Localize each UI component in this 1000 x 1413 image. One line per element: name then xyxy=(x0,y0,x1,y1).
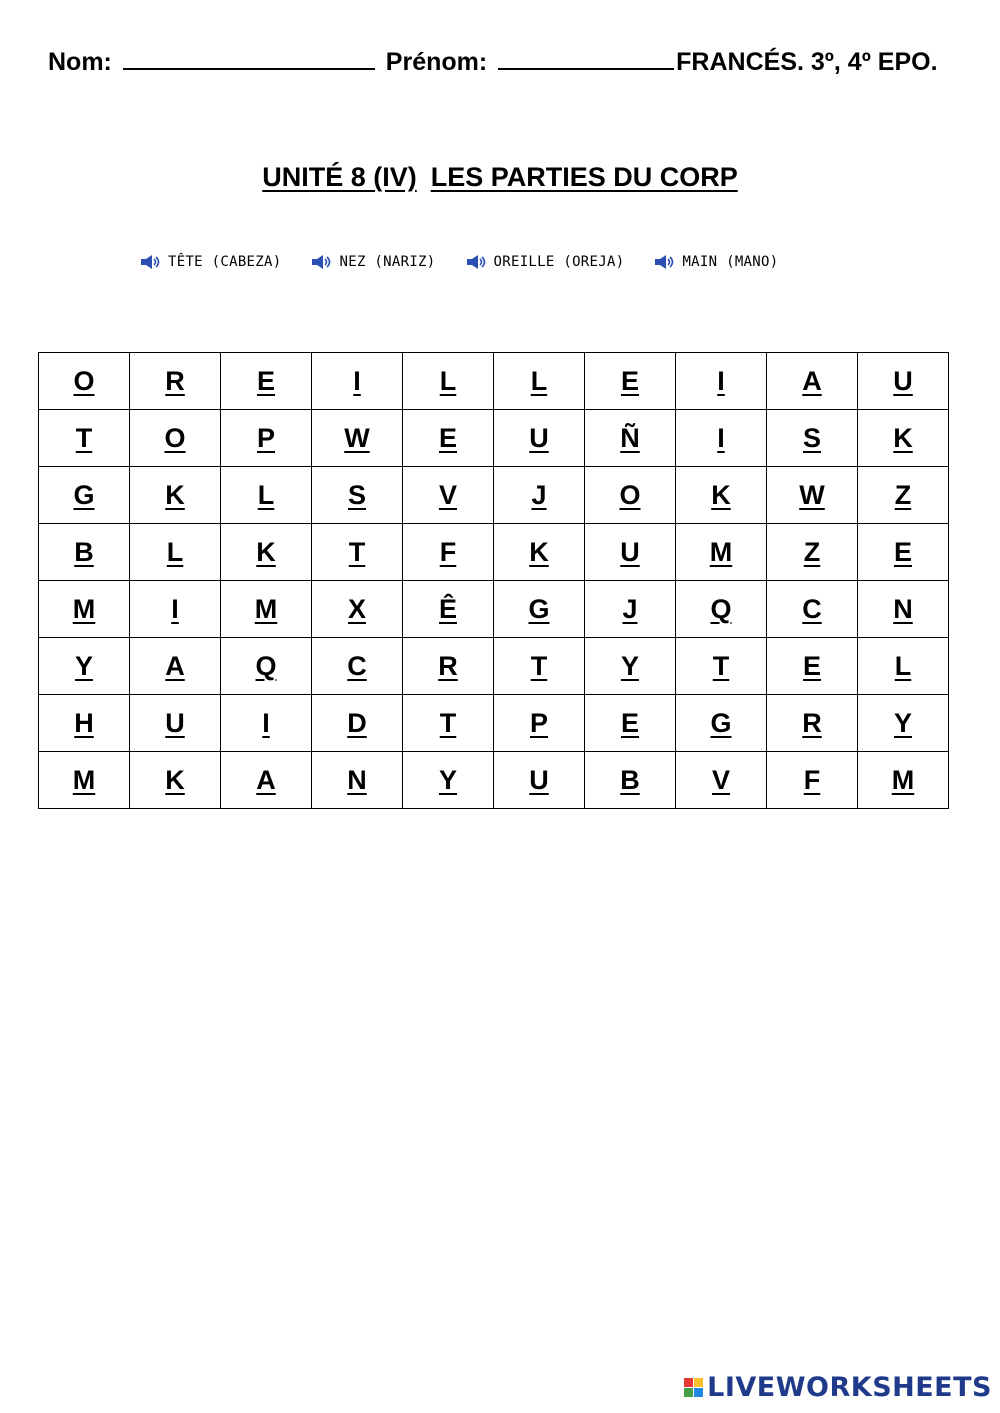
grid-cell[interactable] xyxy=(39,353,130,410)
grid-cell[interactable] xyxy=(130,581,221,638)
grid-cell[interactable] xyxy=(403,410,494,467)
grid-cell[interactable] xyxy=(585,524,676,581)
grid-letter: L xyxy=(439,365,457,396)
grid-letter: G xyxy=(528,593,550,624)
grid-letter: U xyxy=(529,764,549,795)
grid-letter: I xyxy=(717,422,725,453)
grid-letter: U xyxy=(165,707,185,738)
speaker-icon[interactable] xyxy=(466,254,488,270)
course-label: FRANCÉS. 3º, 4º EPO xyxy=(676,48,931,76)
grid-letter: Q xyxy=(710,593,732,624)
header-line xyxy=(48,48,958,77)
grid-cell[interactable] xyxy=(585,353,676,410)
grid-letter: M xyxy=(709,536,733,567)
grid-letter: K xyxy=(893,422,913,453)
grid-cell[interactable] xyxy=(494,524,585,581)
vocab-word: OREILLE (OREJA) xyxy=(493,254,625,270)
grid-letter: U xyxy=(529,422,549,453)
grid-letter: Y xyxy=(620,650,639,681)
grid-letter: Y xyxy=(438,764,457,795)
grid-cell[interactable] xyxy=(767,410,858,467)
course-period: . xyxy=(930,48,938,76)
grid-letter: F xyxy=(439,536,457,567)
grid-letter: R xyxy=(165,365,185,396)
liveworksheets-logo-icon xyxy=(684,1378,703,1397)
grid-letter: K xyxy=(529,536,549,567)
grid-cell[interactable] xyxy=(130,638,221,695)
grid-cell[interactable] xyxy=(403,524,494,581)
speaker-icon[interactable] xyxy=(654,254,676,270)
grid-cell[interactable] xyxy=(858,752,949,809)
grid-letter: L xyxy=(894,650,912,681)
prenom-label: Prénom: xyxy=(385,48,488,76)
grid-cell[interactable] xyxy=(585,752,676,809)
grid-letter: C xyxy=(802,593,822,624)
grid-cell[interactable] xyxy=(403,752,494,809)
grid-letter: N xyxy=(893,593,913,624)
grid-letter: G xyxy=(710,707,732,738)
grid-letter: T xyxy=(439,707,457,738)
grid-letter: V xyxy=(711,764,730,795)
grid-letter: T xyxy=(75,422,93,453)
grid-cell[interactable] xyxy=(494,410,585,467)
grid-cell[interactable] xyxy=(585,467,676,524)
grid-letter: X xyxy=(347,593,366,624)
grid-cell[interactable] xyxy=(130,752,221,809)
grid-cell[interactable] xyxy=(858,524,949,581)
grid-letter: A xyxy=(802,365,822,396)
vocab-word: NEZ (NARIZ) xyxy=(339,254,436,270)
grid-letter: M xyxy=(254,593,278,624)
grid-cell[interactable] xyxy=(585,410,676,467)
grid-letter: I xyxy=(262,707,270,738)
grid-cell[interactable] xyxy=(676,752,767,809)
grid-letter: A xyxy=(165,650,185,681)
grid-cell[interactable] xyxy=(221,695,312,752)
grid-cell[interactable] xyxy=(221,467,312,524)
speaker-icon[interactable] xyxy=(140,254,162,270)
grid-letter: U xyxy=(620,536,640,567)
grid-cell[interactable] xyxy=(130,410,221,467)
grid-letter: R xyxy=(438,650,458,681)
grid-letter: M xyxy=(891,764,915,795)
page-title xyxy=(0,162,1000,193)
grid-cell[interactable] xyxy=(767,467,858,524)
grid-letter: R xyxy=(802,707,822,738)
grid-cell[interactable] xyxy=(676,467,767,524)
grid-letter: E xyxy=(620,707,639,738)
grid-letter: O xyxy=(73,365,95,396)
grid-letter: O xyxy=(164,422,186,453)
grid-letter: K xyxy=(165,479,185,510)
grid-cell[interactable] xyxy=(130,524,221,581)
grid-letter: Y xyxy=(74,650,93,681)
grid-cell[interactable] xyxy=(312,353,403,410)
grid-cell[interactable] xyxy=(312,524,403,581)
grid-cell[interactable] xyxy=(767,752,858,809)
grid-cell[interactable] xyxy=(676,581,767,638)
grid-letter: Z xyxy=(803,536,821,567)
grid-cell[interactable] xyxy=(130,353,221,410)
grid-letter: Q xyxy=(255,650,277,681)
grid-cell[interactable] xyxy=(403,638,494,695)
grid-cell[interactable] xyxy=(130,695,221,752)
grid-letter: A xyxy=(256,764,276,795)
grid-cell[interactable] xyxy=(221,638,312,695)
grid-letter: W xyxy=(799,479,825,510)
word-search-grid xyxy=(38,352,949,809)
grid-cell[interactable] xyxy=(403,467,494,524)
grid-letter: H xyxy=(74,707,94,738)
grid-row xyxy=(39,524,949,581)
grid-row xyxy=(39,410,949,467)
vocab-word: MAIN (MANO) xyxy=(682,254,779,270)
nom-field[interactable] xyxy=(123,48,375,70)
grid-letter: Y xyxy=(893,707,912,738)
grid-letter: T xyxy=(348,536,366,567)
grid-cell[interactable] xyxy=(767,524,858,581)
grid-letter: W xyxy=(344,422,370,453)
grid-cell[interactable] xyxy=(403,353,494,410)
vocab-item[interactable] xyxy=(140,254,281,270)
grid-letter: E xyxy=(256,365,275,396)
grid-cell[interactable] xyxy=(858,467,949,524)
topic-title: LES PARTIES DU CORP xyxy=(430,162,738,192)
grid-cell[interactable] xyxy=(39,410,130,467)
grid-letter: G xyxy=(73,479,95,510)
grid-letter: E xyxy=(893,536,912,567)
grid-cell[interactable] xyxy=(494,581,585,638)
grid-cell[interactable] xyxy=(403,581,494,638)
grid-letter: P xyxy=(529,707,548,738)
grid-letter: L xyxy=(257,479,275,510)
vocab-list xyxy=(140,254,880,270)
grid-cell[interactable] xyxy=(312,581,403,638)
grid-cell[interactable] xyxy=(39,752,130,809)
grid-cell[interactable] xyxy=(494,467,585,524)
grid-letter: O xyxy=(619,479,641,510)
grid-letter: B xyxy=(74,536,94,567)
grid-cell[interactable] xyxy=(221,752,312,809)
grid-letter: I xyxy=(171,593,179,624)
grid-letter: M xyxy=(72,593,96,624)
grid-cell[interactable] xyxy=(39,581,130,638)
grid-letter: Ñ xyxy=(620,422,640,453)
grid-letter: I xyxy=(353,365,361,396)
grid-letter: J xyxy=(622,593,638,624)
grid-row xyxy=(39,638,949,695)
grid-cell[interactable] xyxy=(221,524,312,581)
grid-letter: Ê xyxy=(438,593,457,624)
grid-cell[interactable] xyxy=(676,410,767,467)
grid-cell[interactable] xyxy=(312,695,403,752)
grid-cell[interactable] xyxy=(494,695,585,752)
grid-cell[interactable] xyxy=(585,581,676,638)
vocab-item[interactable] xyxy=(466,254,625,270)
grid-cell[interactable] xyxy=(221,581,312,638)
grid-cell[interactable] xyxy=(39,638,130,695)
grid-row xyxy=(39,695,949,752)
vocab-word: TÊTE (CABEZA) xyxy=(168,254,282,270)
grid-cell[interactable] xyxy=(676,524,767,581)
prenom-field[interactable] xyxy=(498,48,674,70)
grid-letter: P xyxy=(256,422,275,453)
vocab-item[interactable] xyxy=(654,254,778,270)
grid-cell[interactable] xyxy=(494,638,585,695)
grid-cell[interactable] xyxy=(858,410,949,467)
grid-letter: M xyxy=(72,764,96,795)
grid-letter: N xyxy=(347,764,367,795)
grid-cell[interactable] xyxy=(312,410,403,467)
grid-letter: F xyxy=(803,764,821,795)
unit-title: UNITÉ 8 (IV) xyxy=(262,162,417,192)
grid-letter: K xyxy=(165,764,185,795)
grid-cell[interactable] xyxy=(767,638,858,695)
grid-row xyxy=(39,581,949,638)
grid-cell[interactable] xyxy=(39,524,130,581)
speaker-icon[interactable] xyxy=(311,254,333,270)
grid-letter: L xyxy=(166,536,184,567)
nom-label: Nom: xyxy=(48,48,112,76)
grid-cell[interactable] xyxy=(767,353,858,410)
grid-cell[interactable] xyxy=(858,695,949,752)
grid-cell[interactable] xyxy=(494,353,585,410)
grid-letter: B xyxy=(620,764,640,795)
grid-cell[interactable] xyxy=(676,695,767,752)
grid-cell[interactable] xyxy=(858,581,949,638)
grid-row xyxy=(39,752,949,809)
grid-letter: S xyxy=(347,479,366,510)
grid-cell[interactable] xyxy=(676,638,767,695)
grid-cell[interactable] xyxy=(494,752,585,809)
grid-cell[interactable] xyxy=(39,695,130,752)
grid-cell[interactable] xyxy=(858,353,949,410)
grid-row xyxy=(39,353,949,410)
grid-letter: K xyxy=(256,536,276,567)
grid-cell[interactable] xyxy=(767,695,858,752)
grid-cell[interactable] xyxy=(221,353,312,410)
grid-cell[interactable] xyxy=(767,581,858,638)
grid-cell[interactable] xyxy=(312,638,403,695)
grid-cell[interactable] xyxy=(312,752,403,809)
grid-letter: J xyxy=(531,479,547,510)
brand-text: LIVEWORKSHEETS xyxy=(707,1372,992,1403)
grid-letter: E xyxy=(620,365,639,396)
grid-cell[interactable] xyxy=(312,467,403,524)
vocab-item[interactable] xyxy=(311,254,435,270)
grid-letter: U xyxy=(893,365,913,396)
grid-cell[interactable] xyxy=(676,353,767,410)
grid-letter: C xyxy=(347,650,367,681)
grid-row xyxy=(39,467,949,524)
grid-letter: D xyxy=(347,707,367,738)
grid-letter: T xyxy=(530,650,548,681)
grid-letter: V xyxy=(438,479,457,510)
grid-letter: K xyxy=(711,479,731,510)
grid-letter: S xyxy=(802,422,821,453)
brand-footer xyxy=(684,1372,992,1403)
grid-cell[interactable] xyxy=(130,467,221,524)
grid-cell[interactable] xyxy=(39,467,130,524)
grid-letter: L xyxy=(530,365,548,396)
grid-cell[interactable] xyxy=(221,410,312,467)
grid-letter: E xyxy=(802,650,821,681)
grid-letter: Z xyxy=(894,479,912,510)
grid-cell[interactable] xyxy=(858,638,949,695)
grid-letter: T xyxy=(712,650,730,681)
grid-cell[interactable] xyxy=(585,638,676,695)
grid-cell[interactable] xyxy=(585,695,676,752)
grid-letter: E xyxy=(438,422,457,453)
grid-cell[interactable] xyxy=(403,695,494,752)
grid-letter: I xyxy=(717,365,725,396)
